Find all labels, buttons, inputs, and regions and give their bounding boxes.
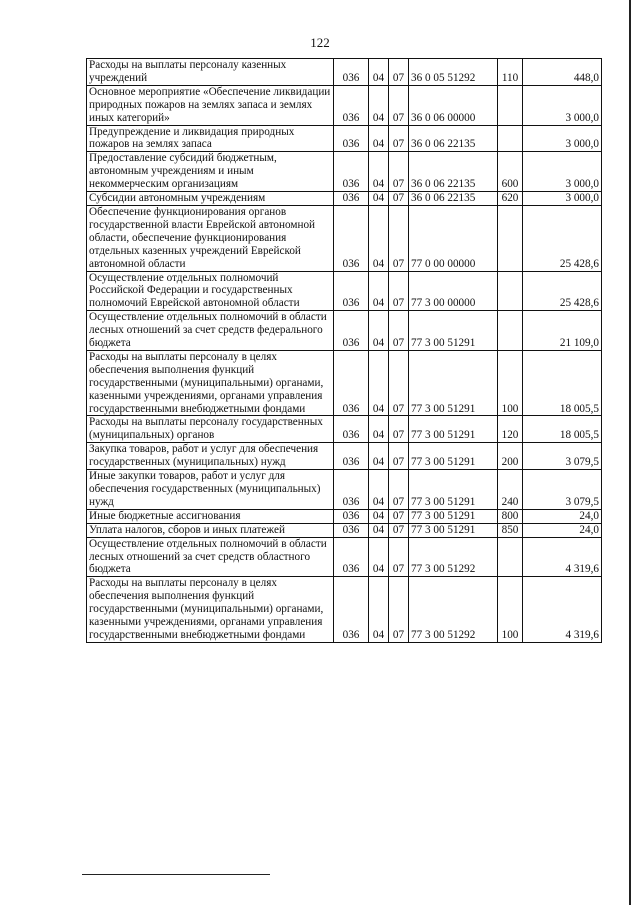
target-article-cell: 77 3 00 51291 [409,509,498,523]
subsection-code-cell: 07 [389,470,409,510]
grbs-code-cell: 036 [334,577,369,643]
grbs-code-cell: 036 [334,192,369,206]
target-article-cell: 77 3 00 51291 [409,311,498,351]
grbs-code-cell: 036 [334,271,369,311]
amount-cell: 24,0 [523,509,602,523]
row-name-cell: Основное мероприятие «Обеспечение ликвидации природных пожаров на землях запаса и землях иных категорий» [87,85,334,125]
target-article-cell: 36 0 05 51292 [409,59,498,86]
grbs-code-cell: 036 [334,537,369,577]
table-row [87,85,602,125]
section-code-cell: 04 [369,205,389,271]
amount-cell: 4 319,6 [523,577,602,643]
grbs-code-cell: 036 [334,523,369,537]
row-name-cell: Закупка товаров, работ и услуг для обеспечения государственных (муниципальных) нужд [87,443,334,470]
grbs-code-cell: 036 [334,416,369,443]
table-row [87,205,602,271]
grbs-code-cell: 036 [334,509,369,523]
target-article-cell: 36 0 06 22135 [409,192,498,206]
expense-type-cell: 600 [498,152,523,192]
grbs-code-cell: 036 [334,152,369,192]
amount-cell: 3 000,0 [523,85,602,125]
grbs-code-cell: 036 [334,311,369,351]
row-name-cell: Субсидии автономным учреждениям [87,192,334,206]
expense-type-cell [498,311,523,351]
amount-cell: 3 000,0 [523,192,602,206]
table-row [87,311,602,351]
amount-cell: 21 109,0 [523,311,602,351]
expense-type-cell: 620 [498,192,523,206]
table-row [87,271,602,311]
table-row [87,537,602,577]
table-row [87,577,602,643]
amount-cell: 4 319,6 [523,537,602,577]
grbs-code-cell: 036 [334,205,369,271]
table-row [87,59,602,86]
row-name-cell: Расходы на выплаты персоналу казенных учреждений [87,59,334,86]
page-edge-rule [629,0,631,905]
grbs-code-cell: 036 [334,470,369,510]
section-code-cell: 04 [369,577,389,643]
budget-table [86,58,602,643]
expense-type-cell [498,271,523,311]
expense-type-cell: 800 [498,509,523,523]
subsection-code-cell: 07 [389,577,409,643]
expense-type-cell [498,205,523,271]
section-code-cell: 04 [369,537,389,577]
subsection-code-cell: 07 [389,271,409,311]
section-code-cell: 04 [369,271,389,311]
section-code-cell: 04 [369,59,389,86]
row-name-cell: Иные закупки товаров, работ и услуг для обеспечения государственных (муниципальных) нужд [87,470,334,510]
amount-cell: 18 005,5 [523,416,602,443]
section-code-cell: 04 [369,311,389,351]
target-article-cell: 77 3 00 51291 [409,523,498,537]
amount-cell: 25 428,6 [523,271,602,311]
row-name-cell: Расходы на выплаты персоналу государственных (муниципальных) органов [87,416,334,443]
expense-type-cell: 850 [498,523,523,537]
expense-type-cell: 100 [498,350,523,416]
expense-type-cell [498,85,523,125]
section-code-cell: 04 [369,416,389,443]
subsection-code-cell: 07 [389,85,409,125]
section-code-cell: 04 [369,350,389,416]
subsection-code-cell: 07 [389,537,409,577]
table-row [87,350,602,416]
target-article-cell: 77 3 00 51291 [409,470,498,510]
table-row [87,523,602,537]
expense-type-cell [498,537,523,577]
amount-cell: 3 079,5 [523,443,602,470]
amount-cell: 24,0 [523,523,602,537]
target-article-cell: 77 3 00 51291 [409,350,498,416]
row-name-cell: Предоставление субсидий бюджетным, автономным учреждениям и иным некоммерческим организациям [87,152,334,192]
subsection-code-cell: 07 [389,523,409,537]
row-name-cell: Осуществление отдельных полномочий Российской Федерации и государственных полномочий Еврейской автономной области [87,271,334,311]
section-code-cell: 04 [369,443,389,470]
section-code-cell: 04 [369,192,389,206]
amount-cell: 3 000,0 [523,125,602,152]
expense-type-cell: 110 [498,59,523,86]
grbs-code-cell: 036 [334,125,369,152]
subsection-code-cell: 07 [389,152,409,192]
subsection-code-cell: 07 [389,205,409,271]
row-name-cell: Обеспечение функционирования органов государственной власти Еврейской автономной области, обеспечение функционирования отдельных казенных учреждений Еврейской автономной области [87,205,334,271]
subsection-code-cell: 07 [389,59,409,86]
expense-type-cell: 200 [498,443,523,470]
subsection-code-cell: 07 [389,311,409,351]
target-article-cell: 77 3 00 51291 [409,416,498,443]
subsection-code-cell: 07 [389,125,409,152]
row-name-cell: Расходы на выплаты персоналу в целях обеспечения выполнения функций государственными (муниципальными) органами, казенными учреждениями, органами управления государственными внебюджетными фондами [87,350,334,416]
row-name-cell: Расходы на выплаты персоналу в целях обеспечения выполнения функций государственными (муниципальными) органами, казенными учреждениями, органами управления государственными внебюджетными фондами [87,577,334,643]
table-row [87,509,602,523]
grbs-code-cell: 036 [334,85,369,125]
grbs-code-cell: 036 [334,59,369,86]
row-name-cell: Уплата налогов, сборов и иных платежей [87,523,334,537]
target-article-cell: 77 3 00 51292 [409,577,498,643]
section-code-cell: 04 [369,125,389,152]
row-name-cell: Иные бюджетные ассигнования [87,509,334,523]
section-code-cell: 04 [369,85,389,125]
expense-type-cell: 120 [498,416,523,443]
subsection-code-cell: 07 [389,416,409,443]
table-row [87,416,602,443]
target-article-cell: 36 0 06 00000 [409,85,498,125]
expense-type-cell [498,125,523,152]
page-number: 122 [310,35,330,50]
table-row [87,470,602,510]
row-name-cell: Осуществление отдельных полномочий в области лесных отношений за счет средств областного бюджета [87,537,334,577]
target-article-cell: 77 3 00 00000 [409,271,498,311]
target-article-cell: 77 3 00 51292 [409,537,498,577]
subsection-code-cell: 07 [389,192,409,206]
row-name-cell: Осуществление отдельных полномочий в области лесных отношений за счет средств федерального бюджета [87,311,334,351]
amount-cell: 18 005,5 [523,350,602,416]
amount-cell: 25 428,6 [523,205,602,271]
amount-cell: 3 000,0 [523,152,602,192]
section-code-cell: 04 [369,470,389,510]
subsection-code-cell: 07 [389,443,409,470]
amount-cell: 3 079,5 [523,470,602,510]
target-article-cell: 77 3 00 51291 [409,443,498,470]
table-row [87,152,602,192]
table-row [87,443,602,470]
grbs-code-cell: 036 [334,350,369,416]
section-code-cell: 04 [369,509,389,523]
row-name-cell: Предупреждение и ликвидация природных пожаров на землях запаса [87,125,334,152]
section-code-cell: 04 [369,152,389,192]
expense-type-cell: 240 [498,470,523,510]
footnote-rule [82,874,270,875]
grbs-code-cell: 036 [334,443,369,470]
expense-type-cell: 100 [498,577,523,643]
table-row [87,125,602,152]
table-row [87,192,602,206]
target-article-cell: 77 0 00 00000 [409,205,498,271]
section-code-cell: 04 [369,523,389,537]
amount-cell: 448,0 [523,59,602,86]
subsection-code-cell: 07 [389,509,409,523]
target-article-cell: 36 0 06 22135 [409,152,498,192]
subsection-code-cell: 07 [389,350,409,416]
target-article-cell: 36 0 06 22135 [409,125,498,152]
